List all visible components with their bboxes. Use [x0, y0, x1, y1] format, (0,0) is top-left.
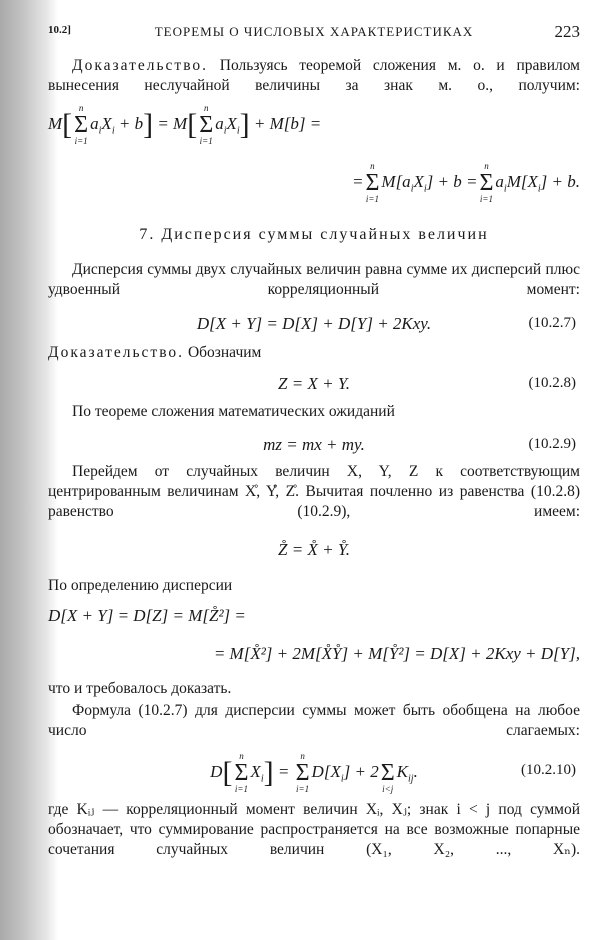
paragraph-variance-definition: По определению дисперсии	[48, 577, 233, 594]
paragraph-explanation: где Kᵢⱼ — корреляционный момент величин Xᵢ, Xⱼ; знак i < j под суммой обозначает, что суммирование распространяется на все возможные попарные сочетания случайных величин (X₁, X₂, ..., Xₙ).	[48, 801, 580, 858]
proof-paragraph-2: Доказательство. Обозначим	[48, 344, 262, 361]
equation-expectation-line-1: M[ n Σ i=1 $a_iX_i + b] = M$[ n Σ i=1 $a_iX_i] + M[b]$ =	[48, 103, 322, 146]
page-number: 223	[554, 22, 580, 41]
paragraph-centered-values: Перейдем от случайных величин X, Y, Z к соответствующим центрированным величинам X̊, Y̊, Z̊. Вычитая почленно из равенства (10.2.8) равенство (10.2.9), имеем:	[48, 463, 580, 520]
paragraph-qed: что и требовалось доказать.	[48, 680, 232, 697]
equation-variance-line-2: = M[X̊²] + 2M[X̊Y̊] + M[Y̊²] = D[X] + 2Kxy + D[Y],	[213, 644, 580, 663]
equation-centered-sum: Z̊ = X̊ + Y̊.	[278, 540, 350, 559]
equation-10-2-9: mz = mx + my. (10.2.9)	[263, 435, 576, 454]
paragraph-expectation-theorem: По теореме сложения математических ожиданий	[72, 403, 395, 420]
equation-10-2-7: D[X + Y] = D[X] + D[Y] + 2Kxy. (10.2.7)	[196, 314, 576, 333]
equation-variance-line-1: D[X + Y] = D[Z] = M[Z̊²] =	[48, 606, 246, 625]
running-header	[48, 22, 580, 44]
equation-10-2-8: Z = X + Y. (10.2.8)	[278, 374, 576, 393]
paragraph-generalization: Формула (10.2.7) для дисперсии суммы может быть обобщена на любое число слагаемых:	[48, 702, 580, 739]
book-page	[48, 0, 588, 940]
header-title: ТЕОРЕМЫ О ЧИСЛОВЫХ ХАРАКТЕРИСТИКАХ	[154, 24, 474, 39]
section-number: 10.2]	[48, 24, 71, 36]
equation-expectation-line-2: = n Σ i=1 $M[a_iX_i] + b$ = n Σ i=1 $a_iM[X_i] + b$.	[351, 161, 580, 204]
proof-paragraph-1: Доказательство. Пользуясь теоремой сложения м. о. и правилом вынесения неслучайной величины за знак м. о., получим:	[48, 57, 580, 94]
section-heading: 7. Дисперсия суммы случайных величин	[139, 226, 489, 243]
equation-10-2-10: D[ n Σ i=1 $X_i$] = n Σ i=1 $D[X_i] + 2$ Σ i<j $K_{ij}$. (10.2.10)	[210, 751, 576, 794]
theorem-statement: Дисперсия суммы двух случайных величин равна сумме их дисперсий плюс удвоенный корреляционный момент:	[48, 261, 580, 298]
